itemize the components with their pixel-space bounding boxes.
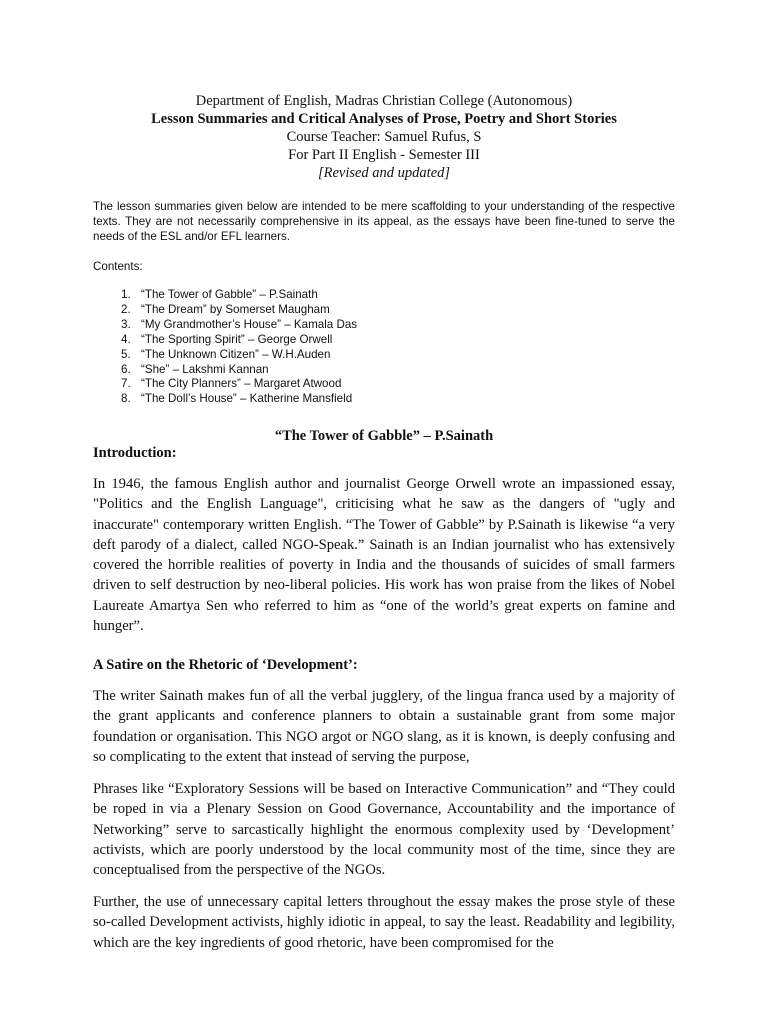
document-title: Lesson Summaries and Critical Analyses of Prose, Poetry and Short Stories <box>151 111 617 127</box>
document-header <box>0 92 768 182</box>
list-item: 3. “My Grandmother’s House” – Kamala Das <box>121 317 358 331</box>
revision-note: [Revised and updated] <box>317 165 451 181</box>
satire-heading: A Satire on the Rhetoric of ‘Development’: <box>93 657 358 673</box>
list-item: 4. “The Sporting Spirit” – George Orwell <box>121 332 333 346</box>
introduction-heading: Introduction: <box>93 445 177 461</box>
list-item: 6. “She” – Lakshmi Kannan <box>121 362 269 376</box>
list-item: 8. “The Doll’s House” – Katherine Mansfield <box>121 392 353 406</box>
contents-label: Contents: <box>93 260 143 273</box>
list-item: 7. “The City Planners” – Margaret Atwood <box>121 377 342 391</box>
list-item: 1. “The Tower of Gabble” – P.Sainath <box>121 288 318 301</box>
list-item: 5. “The Unknown Citizen” – W.H.Auden <box>121 347 331 361</box>
department-line: Department of English, Madras Christian College (Autonomous) <box>195 93 573 109</box>
paragraph-intro: In 1946, the famous English author and journalist George Orwell wrote an impassioned essay, "Politics and the English Language", criticising what he saw as the dangers of "ugly and inaccurate" contemporary written English. “The Tower of Gabble” by P.Sainath is likewise “a very deft parody of a dialect, called NGO-Speak.” Sainath is an Indian journalist who has extensively covered the horrible realities of poverty in India and the thousands of suicides of small farmers driven to self destruction by neo-liberal policies. His work has won praise from the likes of Nobel Laureate Amartya Sen who referred to him as “one of the world’s great experts on famine and hunger”. <box>93 476 675 635</box>
paragraph-capitals: Further, the use of unnecessary capital letters throughout the essay makes the prose style of these so-called Development activists, highly idiotic in appeal, to say the least. Readability and legibility, which are the key ingredients of good rhetoric, have been compromised for the <box>93 894 675 951</box>
paragraph-satire: The writer Sainath makes fun of all the verbal jugglery, of the lingua franca used by a majority of the grant applicants and conference planners to obtain a sustainable grant from some major foundation or organisation. This NGO argot or NGO slang, as it is known, is deeply confusing and so complicating to the extent that instead of serving the purpose, <box>93 688 675 765</box>
intro-note: The lesson summaries given below are intended to be mere scaffolding to your understanding of the respective texts. They are not necessarily comprehensive in its appeal, as the essays have been fine-tuned to serve the needs of the ESL and/or EFL learners. <box>93 200 675 243</box>
list-item: 2. “The Dream” by Somerset Maugham <box>121 302 330 316</box>
paragraph-phrases: Phrases like “Exploratory Sessions will be based on Interactive Communication” and “They could be roped in via a Plenary Session on Good Governance, Accountability and the importance of Networking” serve to sarcastically highlight the enormous complexity used by ‘Development’ activists, which are poorly understood by the local community most of the time, since they are conceptualised from the perspective of the NGOs. <box>93 781 675 879</box>
semester-line: For Part II English - Semester III <box>288 147 480 163</box>
section-title: “The Tower of Gabble” – P.Sainath <box>274 428 494 444</box>
contents-list <box>93 288 357 407</box>
course-teacher-line: Course Teacher: Samuel Rufus, S <box>286 129 482 145</box>
